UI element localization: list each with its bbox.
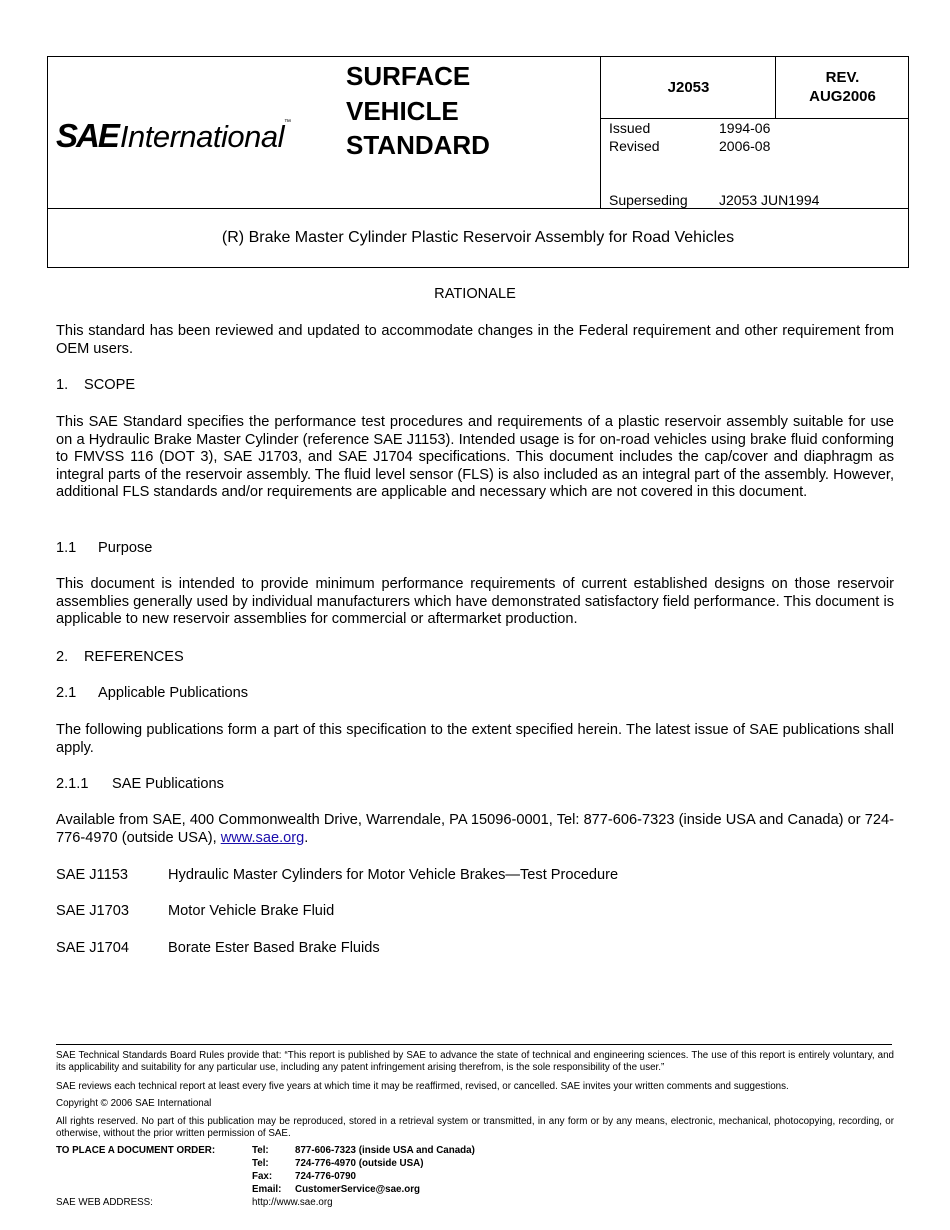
web-address[interactable]: http://www.sae.org xyxy=(252,1197,333,1208)
reference-code: SAE J1153 xyxy=(56,867,128,883)
section-number: 2. xyxy=(56,649,69,665)
issued-value: 1994-06 xyxy=(719,120,771,136)
reference-code: SAE J1704 xyxy=(56,940,130,956)
superseding-label: Superseding xyxy=(609,192,688,208)
email-value[interactable]: CustomerService@sae.org xyxy=(295,1184,420,1195)
tel-label: Tel: xyxy=(252,1145,269,1156)
footer-rights-text: All rights reserved. No part of this publication may be reproduced, stored in a retrieval system or transmitted, in any form or by any means, electronic, mechanical, photocopying, recording, or otherwise, without the prior written permission of SAE. xyxy=(56,1116,894,1140)
standard-type-line: VEHICLE xyxy=(346,95,459,126)
sae-publications-text-end: . xyxy=(304,829,309,846)
fax-value: 724-776-0790 xyxy=(295,1171,357,1182)
footer-divider xyxy=(56,1044,892,1045)
sae-publications-text-body: Available from SAE, 400 Commonwealth Drive, Warrendale, PA 15096-0001, Tel: 877-606-7323 (inside USA and Canada) or 724-776-4970 (outside USA), xyxy=(56,812,894,846)
section-title: SAE Publications xyxy=(112,776,224,792)
rev-value: AUG2006 xyxy=(809,88,876,105)
sae-website-link[interactable]: www.sae.org xyxy=(220,829,305,846)
reference-title: Hydraulic Master Cylinders for Motor Vehicle Brakes—Test Procedure xyxy=(168,867,619,883)
section-title: Purpose xyxy=(98,540,153,556)
rationale-heading: RATIONALE xyxy=(434,286,516,302)
purpose-text: This document is intended to provide minimum performance requirements of current established designs on those reservoir assemblies generally used by individual manufacturers which have demonstrated satisfactory field performance. This document is applicable to new reservoir assemblies for commercial or aftermarket production. xyxy=(56,576,894,628)
tel-value: 724-776-4970 (outside USA) xyxy=(295,1158,424,1169)
superseding-value: J2053 JUN1994 xyxy=(719,192,820,208)
date-values xyxy=(719,119,770,155)
sae-publications-text xyxy=(56,812,894,847)
section-number: 2.1 xyxy=(56,685,77,701)
tel-value: 877-606-7323 (inside USA and Canada) xyxy=(295,1145,475,1156)
rationale-text: This standard has been reviewed and updated to accommodate changes in the Federal requirement and other requirement from OEM users. xyxy=(56,323,894,357)
reference-title: Borate Ester Based Brake Fluids xyxy=(168,940,380,956)
rev-label: REV. xyxy=(825,69,860,86)
section-heading-scope xyxy=(56,377,894,395)
section-title: REFERENCES xyxy=(84,649,184,665)
order-email xyxy=(252,1184,420,1197)
document-title: (R) Brake Master Cylinder Plastic Reservoir Assembly for Road Vehicles xyxy=(221,229,735,246)
order-label: TO PLACE A DOCUMENT ORDER: xyxy=(56,1145,216,1156)
footer-copyright: Copyright © 2006 SAE International xyxy=(56,1098,212,1109)
standard-type-line: SURFACE xyxy=(346,61,471,91)
tel-label: Tel: xyxy=(252,1158,269,1169)
doc-number: J2053 xyxy=(667,79,710,96)
revised-value: 2006-08 xyxy=(719,138,771,154)
section-heading-applicable xyxy=(56,685,894,703)
scope-text: This SAE Standard specifies the performance test procedures and requirements of a plastic reservoir assembly suitable for use on a Hydraulic Brake Master Cylinder (reference SAE J1153). Intended usage is for on-road vehicles using brake fluid conforming to FMVSS 116 (DOT 3), SAE J1703, and SAE J1704 specifications. This document includes the cap/cover and diaphragm as integral parts of the reservoir assembly. The fluid level sensor (FLS) is also included as an integral part of the assembly. However, additional FLS standards and/or requirements are applicable and necessary which are not covered in this document. xyxy=(56,414,894,501)
reference-item xyxy=(56,940,380,958)
revision-block xyxy=(776,68,909,106)
reference-item xyxy=(56,903,334,921)
email-label: Email: xyxy=(252,1184,282,1195)
section-number: 1. xyxy=(56,377,69,393)
sae-logo xyxy=(56,117,291,155)
date-labels xyxy=(609,119,660,155)
header-box xyxy=(47,56,909,268)
section-title: Applicable Publications xyxy=(98,685,249,701)
footer-review-text: SAE reviews each technical report at least every five years at which time it may be reaffirmed, revised, or cancelled. SAE invites your written comments and suggestions. xyxy=(56,1081,789,1092)
revised-label: Revised xyxy=(609,138,660,154)
footer-rules-text: SAE Technical Standards Board Rules provide that: “This report is published by SAE to advance the state of technical and engineering sciences. The use of this report is entirely voluntary, and its applicability and suitability for any particular use, including any patent infringement arising therefrom, is the sole responsibility of the user.” xyxy=(56,1050,894,1074)
applicable-text: The following publications form a part of this specification to the extent specified herein. The latest issue of SAE publications shall apply. xyxy=(56,722,894,756)
section-heading-purpose xyxy=(56,540,894,558)
web-label: SAE WEB ADDRESS: xyxy=(56,1197,153,1208)
logo-trademark: ™ xyxy=(283,119,291,126)
section-heading-sae-publications xyxy=(56,776,894,794)
reference-code: SAE J1703 xyxy=(56,903,130,919)
logo-text: International xyxy=(119,119,284,154)
order-fax xyxy=(252,1171,356,1184)
logo-brand: SAE xyxy=(56,117,118,154)
reference-item xyxy=(56,867,618,885)
section-heading-references xyxy=(56,649,894,667)
standard-type-line: STANDARD xyxy=(346,130,490,160)
standard-type xyxy=(346,59,490,163)
order-tel-inside xyxy=(252,1145,475,1158)
issued-label: Issued xyxy=(609,120,651,136)
section-number: 2.1.1 xyxy=(56,776,89,792)
section-number: 1.1 xyxy=(56,540,77,556)
reference-title: Motor Vehicle Brake Fluid xyxy=(168,903,335,919)
order-tel-outside xyxy=(252,1158,424,1171)
section-title: SCOPE xyxy=(84,377,136,393)
fax-label: Fax: xyxy=(252,1171,273,1182)
